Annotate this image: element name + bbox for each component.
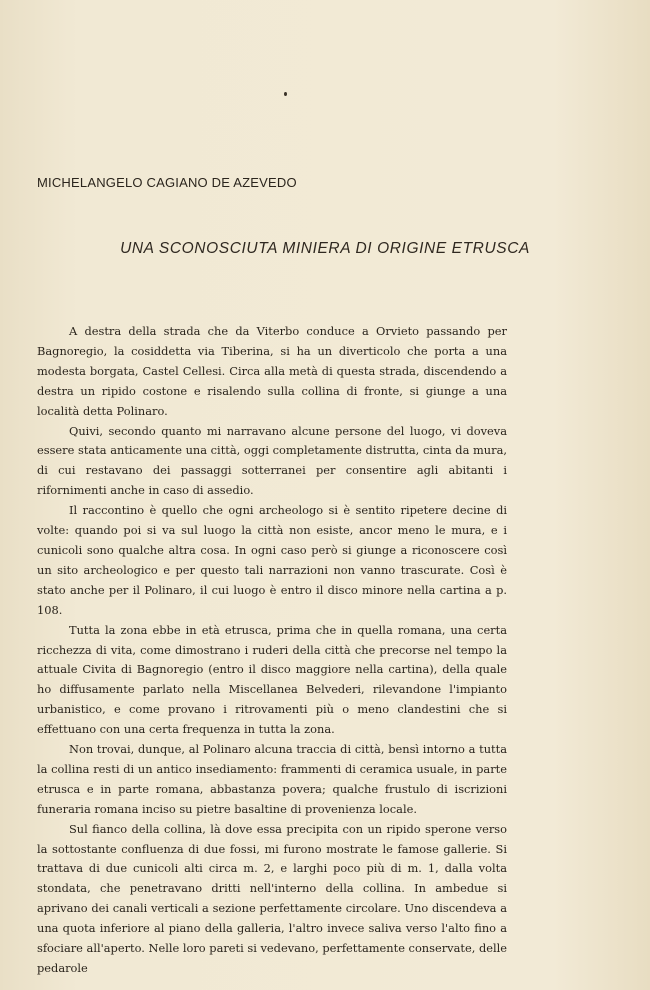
- paragraph: Sul fianco della collina, là dove essa precipita con un ripido sperone verso la sottostante confluenza di due fossi, mi furono mostrate le famose gallerie. Si trattava di due cunicoli alti circa m. 2, e larghi poco più di m. 1, dalla volta stondata, che penetravano dritti nell'interno della collina. In ambedue si aprivano dei canali verticali a sezione perfettamente circolare. Uno discendeva a una quota inferiore al piano della galleria, l'altro invece saliva verso l'alto fino a sfociare all'aperto. Nelle loro pareti si vedevano, perfettamente conservate, delle pedarole: [37, 821, 508, 975]
- article-title: UNA SCONOSCIUTA MINIERA DI ORIGINE ETRUSCA: [120, 240, 530, 257]
- paragraph: Il raccontino è quello che ogni archeologo si è sentito ripetere decine di volte: quando poi si va sul luogo la città non esiste, ancor meno le mura, e i cunicoli sono qualche altra cosa. In ogni caso però si giunge a riconoscere così un sito archeologico e per questo tali narrazioni non vanno trascurate. Così è stato anche per il Polinaro, il cui luogo è entro il disco minore nella cartina a p. 108.: [37, 503, 507, 617]
- article-body: [37, 322, 507, 979]
- paragraph: Quivi, secondo quanto mi narravano alcune persone del luogo, vi doveva essere stata anticamente una città, oggi completamente distrutta, cinta da mura, di cui restavano dei passaggi sotterranei per consentire agli abitanti i rifornimenti anche in caso di assedio.: [37, 423, 507, 498]
- paragraph: Non trovai, dunque, al Polinaro alcuna traccia di città, bensì intorno a tutta la collina resti di un antico insediamento: frammenti di ceramica usuale, in parte etrusca e in parte romana, abbastanza povera; qualche frustulo di iscrizioni funeraria romana inciso su pietre basaltine di provenienza locale.: [37, 742, 507, 816]
- ink-speck: [284, 92, 287, 96]
- author-name: MICHELANGELO CAGIANO DE AZEVEDO: [37, 175, 297, 190]
- paragraph: Tutta la zona ebbe in età etrusca, prima che in quella romana, una certa ricchezza di vita, come dimostrano i ruderi della città che precorse nel tempo la attuale Civita di Bagnoregio (entro il disco maggiore nella cartina), della quale ho diffusamente parlato nella Miscellanea Belvederi, rilevandone l'impianto urbanistico, e come provano i ritrovamenti più o meno clandestini che si effettuano con una certa frequenza in tutta la zona.: [37, 622, 507, 737]
- paragraph: A destra della strada che da Viterbo conduce a Orvieto passando per Bagnoregio, la cosiddetta via Tiberina, si ha un diverticolo che porta a una modesta borgata, Castel Cellesi. Circa alla metà di questa strada, discendendo a destra un ripido costone e risalendo sulla collina di fronte, si giunge a una località detta Polinaro.: [37, 324, 507, 418]
